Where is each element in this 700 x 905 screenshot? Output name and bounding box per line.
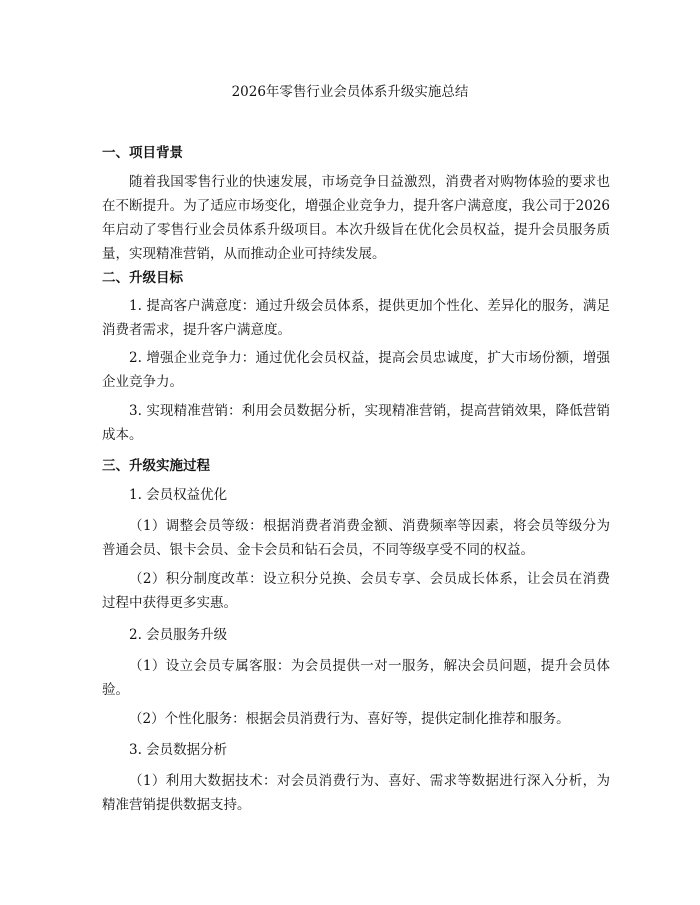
goal-item-3: 3. 实现精准营销：利用会员数据分析，实现精准营销，提高营销效果，降低营销成本。 (102, 403, 610, 443)
service-item-1: （1）设立会员专属客服：为会员提供一对一服务，解决会员问题，提升会员体验。 (102, 658, 610, 698)
subsection-member-data: 3. 会员数据分析 (129, 742, 228, 758)
document-title: 2026年零售行业会员体系升级实施总结 (231, 84, 469, 100)
section-heading-implementation: 三、升级实施过程 (102, 458, 210, 474)
subsection-member-service: 2. 会员服务升级 (129, 627, 228, 643)
section-heading-goals: 二、升级目标 (102, 270, 183, 286)
section-heading-background: 一、项目背景 (102, 145, 183, 161)
subsection-member-benefits: 1. 会员权益优化 (129, 487, 228, 503)
goal-item-2: 2. 增强企业竞争力：通过优化会员权益，提高会员忠诚度，扩大市场份额，增强企业竞争力。 (102, 350, 610, 390)
document-page (102, 0, 610, 905)
data-item-1: （1）利用大数据技术：对会员消费行为、喜好、需求等数据进行深入分析，为精准营销提供数据支持。 (102, 773, 610, 813)
goal-item-1: 1. 提高客户满意度：通过升级会员体系，提供更加个性化、差异化的服务，满足消费者需求，提升客户满意度。 (102, 298, 610, 338)
background-paragraph: 随着我国零售行业的快速发展，市场竞争日益激烈，消费者对购物体验的要求也在不断提升。为了适应市场变化，增强企业竞争力，提升客户满意度，我公司于2026年启动了零售行业会员体系升级项目。本次升级旨在优化会员权益，提升会员服务质量，实现精准营销，从而推动企业可持续发展。 (102, 174, 610, 262)
benefit-item-1: （1）调整会员等级：根据消费者消费金额、消费频率等因素，将会员等级分为普通会员、银卡会员、金卡会员和钻石会员，不同等级享受不同的权益。 (102, 518, 610, 558)
benefit-item-2: （2）积分制度改革：设立积分兑换、会员专享、会员成长体系，让会员在消费过程中获得更多实惠。 (102, 571, 610, 611)
service-item-2: （2）个性化服务：根据会员消费行为、喜好等，提供定制化推荐和服务。 (129, 711, 570, 727)
